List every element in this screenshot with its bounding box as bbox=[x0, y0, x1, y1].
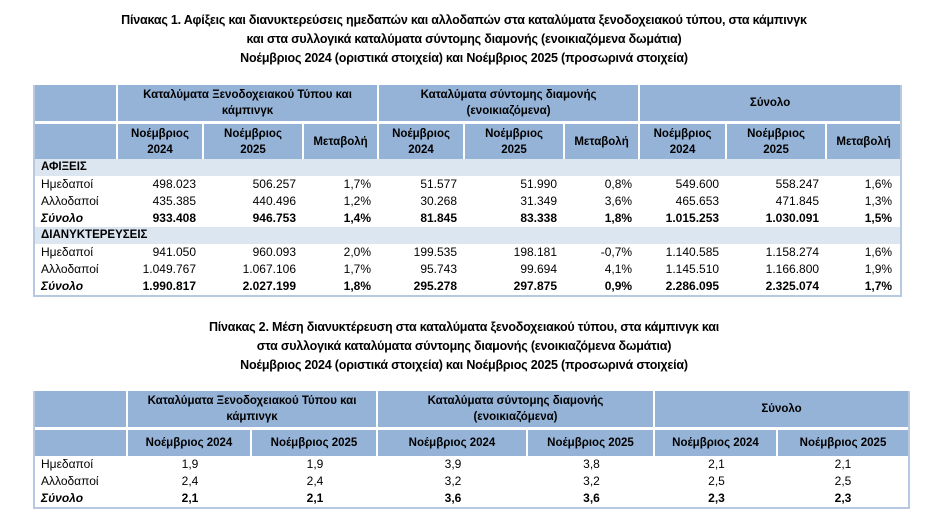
col-header: Νοέμβριος 2024 bbox=[128, 430, 252, 456]
col-header: Μεταβολή bbox=[565, 124, 640, 159]
cell: 3,6 bbox=[444, 491, 462, 505]
table1-title-line-2: και στα συλλογικά καταλύματα σύντομης διαμονής (ενοικιαζόμενα δωμάτια) bbox=[246, 32, 682, 46]
cell: 83.338 bbox=[520, 211, 558, 225]
col-header: Νοέμβριος 2024 bbox=[640, 124, 727, 159]
cell: 1.067.106 bbox=[242, 262, 296, 276]
col-header: Νοέμβριος 2025 bbox=[465, 124, 565, 159]
section-row-arrivals bbox=[35, 159, 900, 176]
group-header-short-stay: Καταλύματα σύντομης διαμονής (ενοικιαζόμενα) bbox=[378, 391, 655, 430]
table-row bbox=[35, 176, 900, 193]
cell: 199.535 bbox=[413, 245, 458, 259]
cell: -0,7% bbox=[600, 245, 633, 259]
cell: 2,1 bbox=[834, 457, 852, 471]
cell: 960.093 bbox=[252, 245, 296, 259]
group-header-hotels: Καταλύματα Ξενοδοχειακού Τύπου και κάμπινγκ bbox=[118, 85, 379, 124]
cell: 2,1 bbox=[181, 491, 199, 505]
row-label: Αλλοδαποί bbox=[41, 262, 99, 276]
cell: 1,8% bbox=[343, 279, 372, 293]
table2-group-header-row bbox=[35, 391, 908, 430]
cell: 1.145.510 bbox=[665, 262, 720, 276]
cell: 2.027.199 bbox=[242, 279, 296, 293]
group-header-short-stay: Καταλύματα σύντομης διαμονής (ενοικιαζόμενα) bbox=[379, 85, 640, 124]
col-header: Νοέμβριος 2025 bbox=[252, 430, 378, 456]
cell: 0,9% bbox=[604, 279, 633, 293]
corner-cell bbox=[35, 85, 118, 124]
cell: 506.257 bbox=[252, 177, 296, 191]
table2-title-line-3: Νοέμβριος 2024 (οριστικά στοιχεία) και Νοέμβριος 2025 (προσωρινά στοιχεία) bbox=[240, 358, 688, 372]
cell: 1.030.091 bbox=[765, 211, 820, 225]
cell: 95.743 bbox=[420, 262, 458, 276]
cell: 295.278 bbox=[413, 279, 458, 293]
table1-sub-header-row bbox=[35, 124, 900, 159]
table2-sub-header-row bbox=[35, 430, 908, 456]
col-header: Νοέμβριος 2025 bbox=[204, 124, 304, 159]
cell: 2,5 bbox=[708, 474, 725, 488]
table-row bbox=[35, 473, 908, 490]
col-header: Νοέμβριος 2025 bbox=[528, 430, 655, 456]
group-header-total: Σύνολο bbox=[640, 85, 900, 124]
cell: 465.653 bbox=[675, 194, 720, 208]
cell: 1,5% bbox=[864, 211, 893, 225]
col-header: Νοέμβριος 2024 bbox=[118, 124, 204, 159]
cell: 1,9 bbox=[306, 457, 324, 471]
cell: 2,3 bbox=[834, 491, 852, 505]
cell: 1,7% bbox=[864, 279, 893, 293]
cell: 3,9 bbox=[444, 457, 462, 471]
cell: 2,1 bbox=[306, 491, 324, 505]
cell: 2,3 bbox=[708, 491, 725, 505]
cell: 946.753 bbox=[252, 211, 296, 225]
table-row-total bbox=[35, 210, 900, 227]
cell: 0,8% bbox=[604, 177, 633, 191]
table2-title bbox=[0, 318, 928, 375]
cell: 2,4 bbox=[306, 474, 324, 488]
cell: 1,9% bbox=[864, 262, 893, 276]
table-row bbox=[35, 193, 900, 210]
cell: 2,4 bbox=[181, 474, 199, 488]
table1-group-header-row bbox=[35, 85, 900, 124]
table1-title-line-1: Πίνακας 1. Αφίξεις και διανυκτερεύσεις ημεδαπών και αλλοδαπών στα καταλύματα ξενοδοχειακού τύπου, στα κάμπινγκ bbox=[121, 13, 807, 27]
cell: 1,8% bbox=[604, 211, 633, 225]
cell: 2,5 bbox=[834, 474, 852, 488]
cell: 1,7% bbox=[343, 177, 372, 191]
cell: 1.015.253 bbox=[665, 211, 720, 225]
table-row bbox=[35, 261, 900, 278]
corner-cell bbox=[35, 430, 128, 456]
cell: 933.408 bbox=[152, 211, 196, 225]
cell: 297.875 bbox=[513, 279, 558, 293]
group-header-total: Σύνολο bbox=[655, 391, 908, 430]
cell: 31.349 bbox=[520, 194, 558, 208]
cell: 1.990.817 bbox=[142, 279, 196, 293]
cell: 2,1 bbox=[708, 457, 725, 471]
row-label: Ημεδαποί bbox=[41, 245, 93, 259]
cell: 3,6 bbox=[583, 491, 600, 505]
table2-average-stay bbox=[33, 391, 910, 509]
row-label: Σύνολο bbox=[41, 279, 84, 293]
cell: 1,6% bbox=[864, 177, 893, 191]
cell: 498.023 bbox=[152, 177, 196, 191]
corner-cell bbox=[35, 391, 128, 430]
row-label: Αλλοδαποί bbox=[41, 474, 99, 488]
table1-title bbox=[0, 11, 928, 68]
row-label: Ημεδαποί bbox=[41, 457, 93, 471]
row-label: Αλλοδαποί bbox=[41, 194, 99, 208]
cell: 471.845 bbox=[775, 194, 820, 208]
col-header: Νοέμβριος 2024 bbox=[378, 430, 528, 456]
cell: 1.158.274 bbox=[765, 245, 820, 259]
table2-title-line-2: στα συλλογικά καταλύματα σύντομης διαμονής (ενοικιαζόμενα δωμάτια) bbox=[256, 339, 672, 353]
table2-title-line-1: Πίνακας 2. Μέση διανυκτέρευση στα καταλύματα ξενοδοχειακού τύπου, στα κάμπινγκ και bbox=[208, 320, 720, 334]
cell: 3,2 bbox=[583, 474, 600, 488]
cell: 1,3% bbox=[864, 194, 893, 208]
cell: 81.845 bbox=[420, 211, 458, 225]
cell: 1,6% bbox=[864, 245, 893, 259]
cell: 1,2% bbox=[343, 194, 372, 208]
cell: 1.140.585 bbox=[665, 245, 720, 259]
group-header-hotels: Καταλύματα Ξενοδοχειακού Τύπου και κάμπινγκ bbox=[128, 391, 378, 430]
cell: 1,4% bbox=[343, 211, 372, 225]
section-label: ΑΦΙΞΕΙΣ bbox=[35, 159, 900, 176]
table-row bbox=[35, 244, 900, 261]
table-row-total bbox=[35, 278, 900, 295]
cell: 2.325.074 bbox=[765, 279, 820, 293]
cell: 1.166.800 bbox=[765, 262, 820, 276]
col-header: Νοέμβριος 2024 bbox=[379, 124, 465, 159]
cell: 440.496 bbox=[252, 194, 296, 208]
cell: 3,8 bbox=[583, 457, 600, 471]
table1-title-line-3: Νοέμβριος 2024 (οριστικά στοιχεία) και Νοέμβριος 2025 (προσωρινά στοιχεία) bbox=[240, 51, 688, 65]
col-header: Νοέμβριος 2025 bbox=[778, 430, 908, 456]
cell: 558.247 bbox=[775, 177, 820, 191]
cell: 4,1% bbox=[604, 262, 633, 276]
row-label: Σύνολο bbox=[41, 211, 84, 225]
cell: 2.286.095 bbox=[665, 279, 720, 293]
corner-cell bbox=[35, 124, 118, 159]
table-row bbox=[35, 456, 908, 473]
cell: 198.181 bbox=[513, 245, 558, 259]
section-row-overnights bbox=[35, 227, 900, 244]
col-header: Μεταβολή bbox=[827, 124, 900, 159]
table-row-total bbox=[35, 490, 908, 507]
cell: 2,0% bbox=[343, 245, 372, 259]
cell: 941.050 bbox=[152, 245, 196, 259]
col-header: Νοέμβριος 2025 bbox=[727, 124, 827, 159]
cell: 1,7% bbox=[343, 262, 372, 276]
row-label: Σύνολο bbox=[41, 491, 84, 505]
table1-arrivals-overnights bbox=[33, 85, 902, 297]
col-header: Νοέμβριος 2024 bbox=[655, 430, 778, 456]
cell: 99.694 bbox=[520, 262, 558, 276]
cell: 3,2 bbox=[444, 474, 462, 488]
cell: 30.268 bbox=[420, 194, 458, 208]
cell: 1,9 bbox=[181, 457, 199, 471]
row-label: Ημεδαποί bbox=[41, 177, 93, 191]
cell: 51.990 bbox=[520, 177, 558, 191]
col-header: Μεταβολή bbox=[304, 124, 379, 159]
cell: 549.600 bbox=[675, 177, 720, 191]
section-label: ΔΙΑΝΥΚΤΕΡΕΥΣΕΙΣ bbox=[35, 227, 900, 244]
cell: 1.049.767 bbox=[142, 262, 196, 276]
cell: 435.385 bbox=[152, 194, 196, 208]
cell: 3,6% bbox=[604, 194, 633, 208]
cell: 51.577 bbox=[420, 177, 458, 191]
